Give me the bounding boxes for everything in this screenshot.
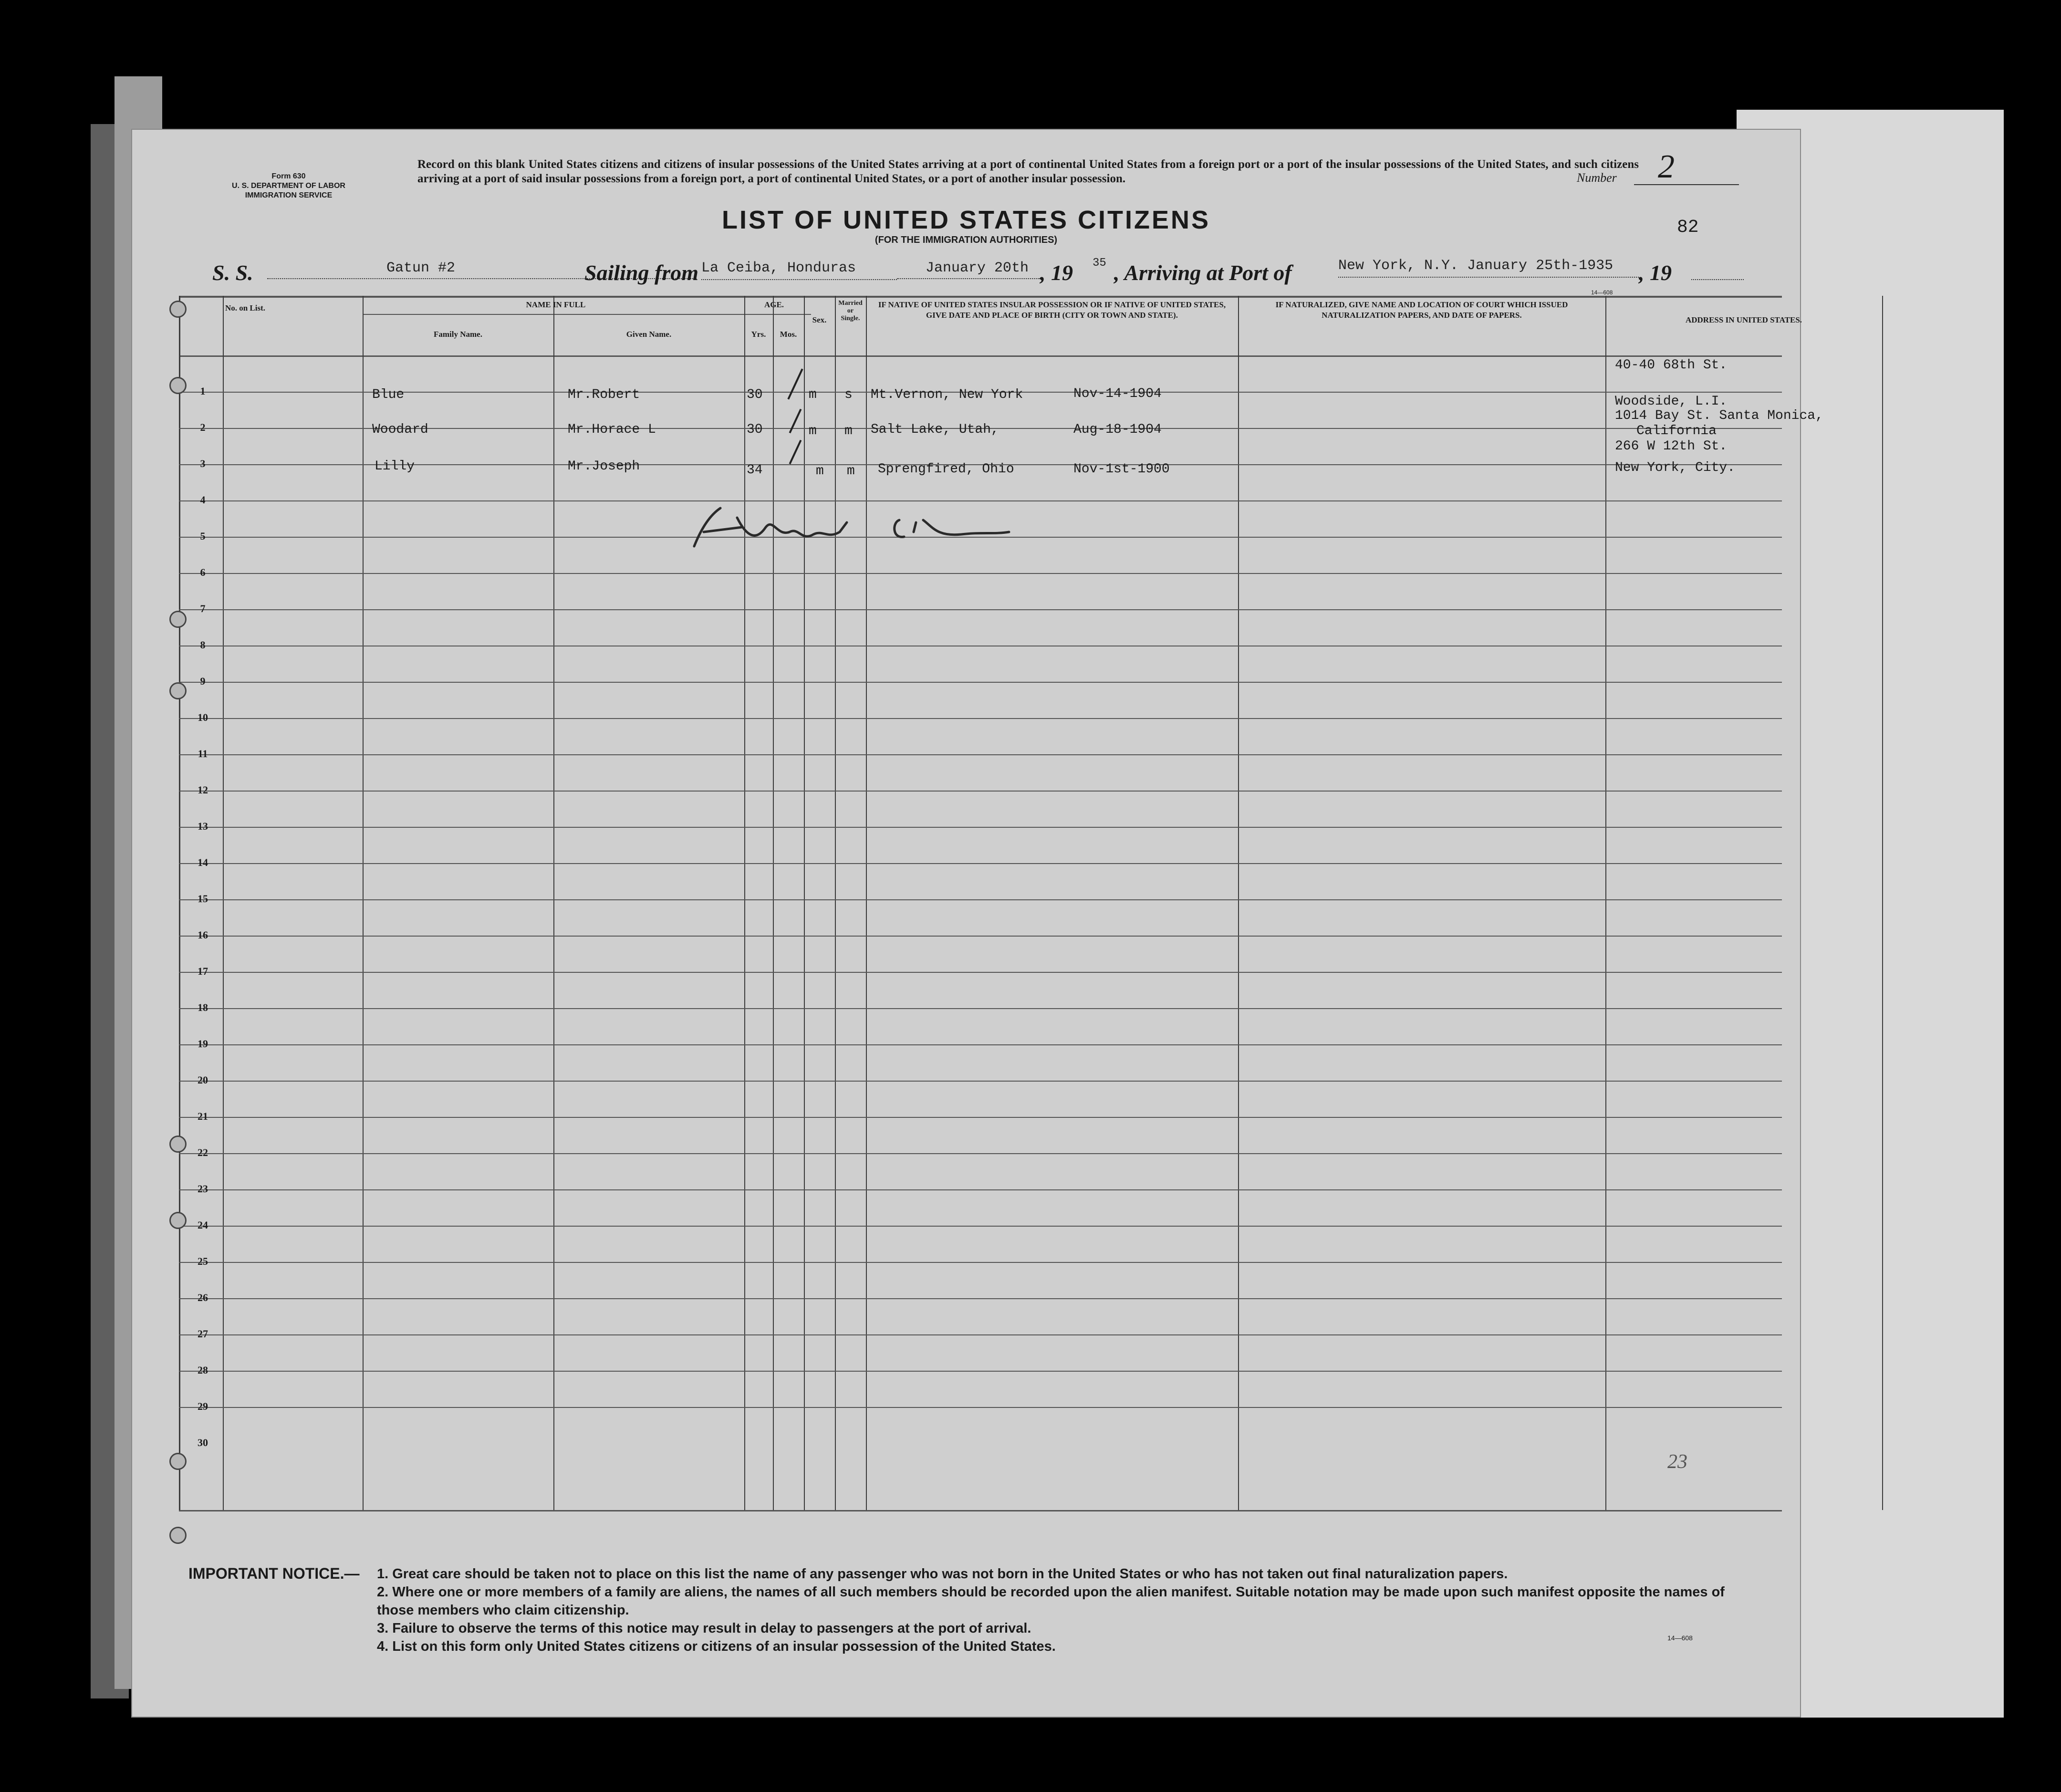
column-rule xyxy=(1882,296,1883,1510)
row-number: 17 xyxy=(198,965,208,977)
manifest-page xyxy=(131,129,1823,1718)
row-rule xyxy=(179,1262,1782,1263)
address-line: 1014 Bay St. Santa Monica, xyxy=(1615,408,1823,423)
row-number: 10 xyxy=(198,711,208,723)
row-rule xyxy=(179,1226,1782,1227)
page-subtitle: (FOR THE IMMIGRATION AUTHORITIES) xyxy=(874,235,1058,245)
row-number: 27 xyxy=(198,1328,208,1340)
col-header-native: IF NATIVE OF UNITED STATES INSULAR POSSESSION OR IF NATIVE OF UNITED STATES, GIVE DATE AND PLACE OF BIRTH (CITY OR TOWN AND STATE). xyxy=(878,300,1226,320)
birth-date: Nov-14-1904 xyxy=(1073,386,1162,401)
binder-hole xyxy=(169,1453,187,1470)
row-rule xyxy=(179,1371,1782,1372)
form-code-bottom: 14—608 xyxy=(1667,1634,1693,1642)
sailing-label: Sailing from xyxy=(584,260,699,285)
family-name: Woodard xyxy=(372,422,428,437)
row-number: 23 xyxy=(198,1183,208,1195)
row-number: 6 xyxy=(200,566,206,578)
binder-hole xyxy=(169,1212,187,1229)
column-rule xyxy=(866,296,867,1510)
row-rule xyxy=(179,754,1782,755)
given-name: Mr.Robert xyxy=(568,387,640,402)
handwritten-tick xyxy=(789,440,802,465)
sex: m xyxy=(816,464,824,479)
column-rule xyxy=(363,296,364,1510)
notice-item: 3. Failure to observe the terms of this notice may result in delay to passengers at the port of arrival. xyxy=(377,1621,1031,1636)
notice-items xyxy=(377,1565,1760,1656)
col-header-yrs: Yrs. xyxy=(751,330,766,339)
col-header-address: ADDRESS IN UNITED STATES. xyxy=(1685,315,1802,324)
birth-date: Nov-1st-1900 xyxy=(1073,462,1170,477)
form-identifier xyxy=(188,172,389,200)
handwritten-tick xyxy=(787,368,803,399)
row-number: 29 xyxy=(198,1400,208,1412)
marital-status: s xyxy=(844,387,853,402)
row-rule xyxy=(179,936,1782,937)
binder-hole xyxy=(169,1527,187,1544)
family-name: Lilly xyxy=(375,459,415,474)
stamp-number: 23 xyxy=(1667,1451,1687,1473)
row-rule xyxy=(179,1153,1782,1154)
col-header-given: Given Name. xyxy=(626,330,672,339)
year-prefix: , 19 xyxy=(1040,260,1073,285)
row-number: 30 xyxy=(198,1437,208,1448)
form-instructions: Record on this blank United States citizens and citizens of insular possessions of the United States arriving at a port of continental United States from a foreign port or a port of the insular possessions of the United States, and such citizens arriving at a port of said insular possessions from a foreign port, a port of continental United States, or a port of another insular possession. xyxy=(417,158,1639,185)
row-number: 28 xyxy=(198,1364,208,1376)
form-code-top: 14—608 xyxy=(1591,289,1613,296)
col-header-naturalized: IF NATURALIZED, GIVE NAME AND LOCATION OF COURT WHICH ISSUED NATURALIZATION PAPERS, AND DATE OF PAPERS. xyxy=(1275,300,1568,320)
age-years: 30 xyxy=(747,422,763,437)
department: U. S. DEPARTMENT OF LABOR xyxy=(232,182,345,190)
handwritten-signature xyxy=(675,494,1019,551)
name-subheader-rule xyxy=(363,314,749,315)
year-suffix: 35 xyxy=(1093,257,1106,270)
row-number: 19 xyxy=(198,1038,208,1050)
row-number: 1 xyxy=(200,385,206,397)
arriving-year-blank xyxy=(1691,260,1744,280)
number-label: Number xyxy=(1577,171,1617,185)
address-line: California xyxy=(1636,424,1717,438)
sex: m xyxy=(809,387,817,402)
marital-status: m xyxy=(844,424,853,438)
arriving-label: , Arriving at Port of xyxy=(1114,260,1292,285)
ss-label: S. S. xyxy=(212,260,253,285)
arriving-year: , 19 xyxy=(1639,260,1672,285)
row-number: 24 xyxy=(198,1219,208,1231)
row-number: 4 xyxy=(200,494,206,506)
col-header-married: Married or Single. xyxy=(838,300,863,322)
family-name: Blue xyxy=(372,387,405,402)
address-line: New York, City. xyxy=(1615,460,1736,475)
col-header-name: NAME IN FULL xyxy=(526,300,586,309)
header-bottom-border xyxy=(179,355,1782,357)
row-rule xyxy=(179,682,1782,683)
row-number: 26 xyxy=(198,1292,208,1303)
row-number: 8 xyxy=(200,639,206,651)
binder-hole xyxy=(169,682,187,699)
row-number: 25 xyxy=(198,1255,208,1267)
row-rule xyxy=(179,1117,1782,1118)
ship-name: Gatun #2 xyxy=(267,260,697,279)
row-number: 5 xyxy=(200,530,206,542)
notice-label: IMPORTANT NOTICE.— xyxy=(188,1565,360,1582)
number-value: 2 xyxy=(1658,148,1675,185)
row-number: 16 xyxy=(198,929,208,941)
passenger-table xyxy=(179,296,1823,1510)
col-header-age: AGE. xyxy=(764,300,784,309)
row-number: 3 xyxy=(200,458,206,469)
page-number: 82 xyxy=(1677,217,1699,238)
row-number: 15 xyxy=(198,893,208,905)
birth-place: Salt Lake, Utah, xyxy=(871,422,999,437)
service: IMMIGRATION SERVICE xyxy=(245,191,333,199)
row-rule xyxy=(179,863,1782,864)
table-top-border xyxy=(179,296,1782,298)
address-line: Woodside, L.I. xyxy=(1615,394,1728,409)
sailing-date: January 20th xyxy=(897,260,1040,279)
age-years: 34 xyxy=(747,463,763,478)
arriving-port: New York, N.Y. January 25th-1935 xyxy=(1338,258,1639,278)
marital-status: m xyxy=(847,464,855,479)
row-number: 14 xyxy=(198,856,208,868)
birth-place: Sprengfired, Ohio xyxy=(878,462,1014,477)
row-rule xyxy=(179,791,1782,792)
given-name: Mr.Horace L xyxy=(568,422,656,437)
row-rule xyxy=(179,1407,1782,1408)
row-number: 7 xyxy=(200,603,206,615)
form-number: Form 630 xyxy=(271,172,306,180)
row-number: 20 xyxy=(198,1074,208,1086)
row-rule xyxy=(179,1081,1782,1082)
row-number: 18 xyxy=(198,1001,208,1013)
column-rule xyxy=(553,296,554,1510)
column-rule xyxy=(1605,296,1606,1510)
row-rule xyxy=(179,573,1782,574)
age-years: 30 xyxy=(747,387,763,402)
notice-item: 4. List on this form only United States citizens or citizens of an insular possession of the United States. xyxy=(377,1639,1056,1654)
column-rule xyxy=(804,296,805,1510)
row-rule xyxy=(179,718,1782,719)
address-line: 40-40 68th St. xyxy=(1615,358,1728,373)
birth-place: Mt.Vernon, New York xyxy=(871,387,1023,402)
col-header-no: No. on List. xyxy=(225,303,266,313)
notice-item: 1. Great care should be taken not to place on this list the name of any passenger who was not born in the United States or who has not taken out final naturalization papers. xyxy=(377,1566,1508,1582)
row-number: 21 xyxy=(198,1110,208,1122)
column-rule xyxy=(744,296,745,1510)
row-rule xyxy=(179,1298,1782,1299)
row-rule xyxy=(179,827,1782,828)
col-header-sex: Sex. xyxy=(812,315,827,324)
col-header-family: Family Name. xyxy=(434,330,482,339)
row-rule xyxy=(179,1044,1782,1045)
row-rule xyxy=(179,1008,1782,1009)
table-bottom-border xyxy=(179,1510,1782,1511)
given-name: Mr.Joseph xyxy=(568,459,640,474)
row-number: 22 xyxy=(198,1146,208,1158)
column-rule xyxy=(835,296,836,1510)
column-rule xyxy=(773,296,774,1510)
binder-hole xyxy=(169,1136,187,1153)
column-rule xyxy=(1238,296,1239,1510)
notice-item: 2. Where one or more members of a family are aliens, the names of all such members should be recorded upon the alien manifest. Suitable notation may be made upon such manifest opposite the names of those members who claim citizenship. xyxy=(377,1584,1725,1618)
col-header-mos: Mos. xyxy=(780,330,797,339)
row-number: 2 xyxy=(200,421,206,433)
handwritten-tick xyxy=(789,409,802,434)
row-number: 9 xyxy=(200,675,206,687)
row-rule xyxy=(179,1334,1782,1335)
row-rule xyxy=(179,1189,1782,1190)
binder-hole xyxy=(169,377,187,394)
sailing-from: La Ceiba, Honduras xyxy=(701,260,897,280)
binder-hole xyxy=(169,301,187,318)
number-underline xyxy=(1634,184,1739,185)
sex: m xyxy=(809,424,817,438)
row-number: 13 xyxy=(198,820,208,832)
page-title: LIST OF UNITED STATES CITIZENS xyxy=(722,206,1210,234)
row-number: 11 xyxy=(198,748,208,760)
age-subheader-rule xyxy=(747,314,811,315)
row-number: 12 xyxy=(198,784,208,796)
row-rule xyxy=(179,609,1782,610)
birth-date: Aug-18-1904 xyxy=(1073,422,1162,437)
binder-hole xyxy=(169,611,187,628)
row-rule xyxy=(179,899,1782,900)
row-rule xyxy=(179,972,1782,973)
address-line: 266 W 12th St. xyxy=(1615,439,1728,454)
